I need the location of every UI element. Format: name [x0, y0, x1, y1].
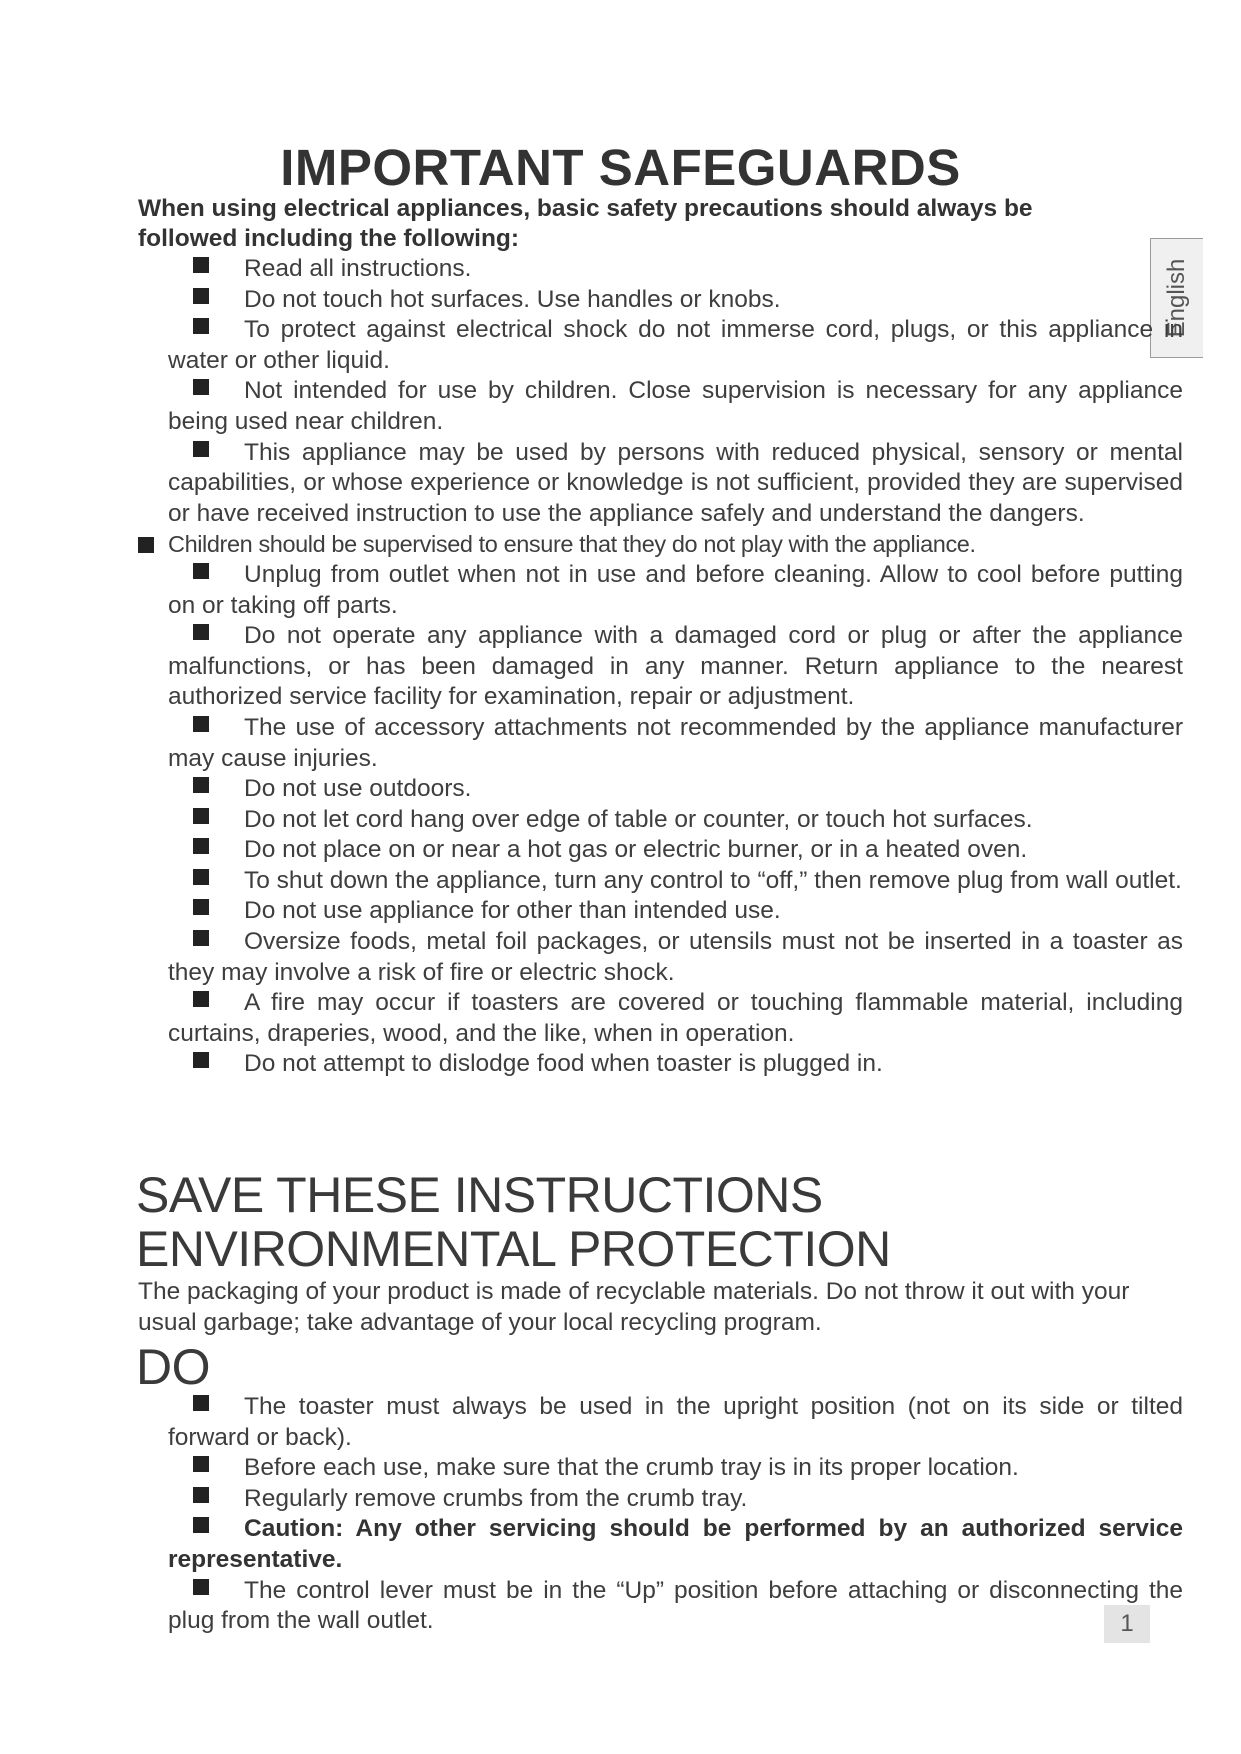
bullet-icon [193, 808, 209, 824]
bullet-icon [193, 869, 209, 885]
list-item: Do not use appliance for other than intended use. [168, 896, 1183, 927]
list-item: To shut down the appliance, turn any control to “off,” then remove plug from wall outlet. [168, 866, 1183, 897]
bullet-icon [193, 991, 209, 1007]
list-item: The use of accessory attachments not recommended by the appliance manufacturer may cause injuries. [168, 713, 1183, 772]
bullet-icon [193, 716, 209, 732]
bullet-icon [193, 257, 209, 273]
intro-text: When using electrical appliances, basic safety precautions should always be followed including the following: [138, 195, 1033, 252]
list-item: This appliance may be used by persons with reduced physical, sensory or mental capabilities, or whose experience or knowledge is not sufficient, provided they are supervised or have received instruction to use the appliance safely and understand the dangers. [168, 438, 1183, 527]
bullet-icon [193, 1052, 209, 1068]
save-instructions-heading: SAVE THESE INSTRUCTIONS [136, 1167, 823, 1223]
bullet-icon [193, 1517, 209, 1533]
list-item: Do not place on or near a hot gas or electric burner, or in a heated oven. [168, 835, 1183, 866]
bullet-icon [193, 288, 209, 304]
bullet-icon [193, 930, 209, 946]
list-item: To protect against electrical shock do not immerse cord, plugs, or this appliance in water or other liquid. [168, 316, 1183, 374]
list-item: Do not operate any appliance with a damaged cord or plug or after the appliance malfunctions, or has been damaged in any manner. Return appliance to the nearest authorized service facility for examination, repair or adjustment. [168, 622, 1183, 711]
bullet-icon [193, 1579, 209, 1595]
list-item: Do not attempt to dislodge food when toaster is plugged in. [168, 1049, 1183, 1080]
list-item: Before each use, make sure that the crumb tray is in its proper location. [168, 1453, 1183, 1484]
safeguards-list [168, 254, 1183, 1080]
page-title: IMPORTANT SAFEGUARDS [280, 139, 961, 196]
bullet-icon [193, 899, 209, 915]
bullet-icon [193, 777, 209, 793]
bullet-icon [193, 1456, 209, 1472]
bullet-icon [138, 537, 154, 553]
list-item: Regularly remove crumbs from the crumb tray. [168, 1484, 1183, 1515]
list-item: The toaster must always be used in the upright position (not on its side or tilted forward or back). [168, 1393, 1183, 1451]
list-item: Do not use outdoors. [168, 774, 1183, 805]
environmental-text: The packaging of your product is made of recyclable materials. Do not throw it out with your usual garbage; take advantage of your local recycling program. [138, 1278, 1130, 1336]
bullet-icon [193, 379, 209, 395]
list-item: The control lever must be in the “Up” position before attaching or disconnecting the plug from the wall outlet. [168, 1576, 1183, 1635]
list-item: Do not touch hot surfaces. Use handles or knobs. [168, 285, 1183, 316]
list-item: Not intended for use by children. Close supervision is necessary for any appliance being used near children. [168, 377, 1183, 435]
list-item: Children should be supervised to ensure that they do not play with the appliance. [138, 529, 1183, 560]
list-item: Caution: Any other servicing should be performed by an authorized service representative. [168, 1515, 1183, 1573]
do-list [168, 1392, 1183, 1637]
list-item: Oversize foods, metal foil packages, or utensils must not be inserted in a toaster as they may involve a risk of fire or electric shock. [168, 928, 1183, 986]
page-number: 1 [1104, 1605, 1150, 1643]
bullet-icon [193, 563, 209, 579]
bullet-icon [193, 624, 209, 640]
list-item: Unplug from outlet when not in use and before cleaning. Allow to cool before putting on or taking off parts. [168, 560, 1183, 619]
bullet-icon [193, 1487, 209, 1503]
list-item: Do not let cord hang over edge of table or counter, or touch hot surfaces. [168, 805, 1183, 836]
bullet-icon [193, 441, 209, 457]
bullet-icon [193, 318, 209, 334]
list-item: A fire may occur if toasters are covered or touching flammable material, including curtains, draperies, wood, and the like, when in operation. [168, 989, 1183, 1047]
environmental-heading: ENVIRONMENTAL PROTECTION [136, 1221, 891, 1277]
bullet-icon [193, 1395, 209, 1411]
list-item: Read all instructions. [168, 254, 1183, 285]
language-tab-label: English [1163, 258, 1190, 338]
bullet-icon [193, 838, 209, 854]
do-heading: DO [136, 1339, 210, 1395]
